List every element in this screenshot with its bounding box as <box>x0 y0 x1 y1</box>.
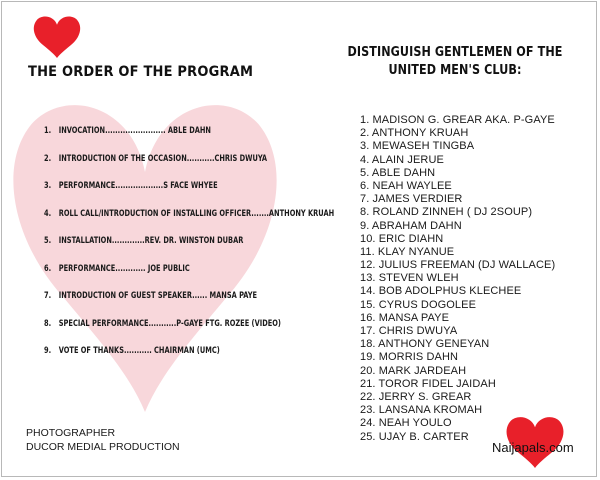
member-item: 10. ERIC DIAHN <box>360 232 444 245</box>
program-item <box>44 234 334 262</box>
program-item <box>44 179 334 207</box>
members-list <box>360 114 555 444</box>
member-item: 8. ROLAND ZINNEH ( DJ 2SOUP) <box>360 206 533 219</box>
member-item: 17. CHRIS DWUYA <box>360 325 458 337</box>
program-item-number: 4. <box>44 208 52 219</box>
credits-label: PHOTOGRAPHER <box>26 427 116 439</box>
member-item: 1. MADISON G. GREAR AKA. P-GAYE <box>360 114 555 126</box>
program-item-number: 5. <box>44 236 52 246</box>
member-item: 11. KLAY NYANUE <box>360 245 455 258</box>
program-item <box>44 262 334 290</box>
member-item: 9. ABRAHAM DAHN <box>360 219 462 232</box>
member-item: 21. TOROR FIDEL JAIDAH <box>360 377 496 390</box>
member-item: 4. ALAIN JERUE <box>360 153 444 166</box>
club-title <box>330 44 580 80</box>
program-item-number: 7. <box>44 291 52 301</box>
member-item: 18. ANTHONY GENEYAN <box>360 338 490 351</box>
program-item-text: INTRODUCTION OF GUEST SPEAKER...... MANSA PAYE <box>58 291 258 301</box>
program-item-text: PERFORMANCE............ JOE PUBLIC <box>58 263 190 274</box>
program-item-text: INVOCATION........................ ABLE DAHN <box>58 126 211 136</box>
member-item: 16. MANSA PAYE <box>360 311 450 324</box>
member-item: 25. UJAY B. CARTER <box>360 430 469 443</box>
program-list <box>44 124 398 372</box>
watermark-text: Naijapals.com <box>492 440 574 455</box>
program-item <box>44 317 334 345</box>
member-item: 19. MORRIS DAHN <box>360 351 459 364</box>
member-item: 20. MARK JARDEAH <box>360 364 467 377</box>
member-item: 14. BOB ADOLPHUS KLECHEE <box>360 285 522 298</box>
program-item-text: VOTE OF THANKS........... CHAIRMAN (UMC) <box>58 346 220 356</box>
program-item-text: ROLL CALL/INTRODUCTION OF INSTALLING OFFICER.......ANTHONY KRUAH <box>58 208 335 219</box>
program-item-number: 8. <box>44 318 52 329</box>
club-title-line-1: DISTINGUISH GENTLEMEN OF THE <box>347 45 563 60</box>
program-item-text: SPECIAL PERFORMANCE...........P-GAYE FTG. ROZEE (VIDEO) <box>58 318 281 329</box>
member-item: 23. LANSANA KROMAH <box>360 404 483 417</box>
program-item <box>44 344 334 372</box>
program-item <box>44 152 334 180</box>
program-item <box>44 289 334 317</box>
photographer-credits <box>26 426 180 454</box>
member-item: 5. ABLE DAHN <box>360 166 436 179</box>
member-item: 7. JAMES VERDIER <box>360 193 463 206</box>
member-item: 3. MEWASEH TINGBA <box>360 140 475 153</box>
red-heart-icon <box>30 14 84 58</box>
member-item: 12. JULIUS FREEMAN (DJ WALLACE) <box>360 259 556 272</box>
credits-company: DUCOR MEDIAL PRODUCTION <box>26 441 180 453</box>
program-item-text: PERFORMANCE...................S FACE WHYEE <box>58 181 218 191</box>
member-item: 6. NEAH WAYLEE <box>360 179 452 192</box>
program-item-number: 6. <box>44 263 52 274</box>
member-item: 2. ANTHONY KRUAH <box>360 127 469 140</box>
program-title: THE ORDER OF THE PROGRAM <box>28 64 254 80</box>
program-item-text: INSTALLATION.............REV. DR. WINSTON DUBAR <box>58 236 244 246</box>
program-item-number: 3. <box>44 181 52 191</box>
member-item: 22. JERRY S. GREAR <box>360 390 472 403</box>
program-item-number: 1. <box>44 126 52 136</box>
program-item-text: INTRODUCTION OF THE OCCASION...........CHRIS DWUYA <box>58 153 268 164</box>
member-item: 15. CYRUS DOGOLEE <box>360 298 477 311</box>
program-item <box>44 124 334 152</box>
member-item: 24. NEAH YOULO <box>360 417 452 430</box>
member-item: 13. STEVEN WLEH <box>360 272 459 285</box>
program-item-number: 9. <box>44 346 52 356</box>
club-title-line-2: UNITED MEN'S CLUB: <box>388 63 522 78</box>
program-item-number: 2. <box>44 153 52 164</box>
program-item <box>44 207 334 235</box>
